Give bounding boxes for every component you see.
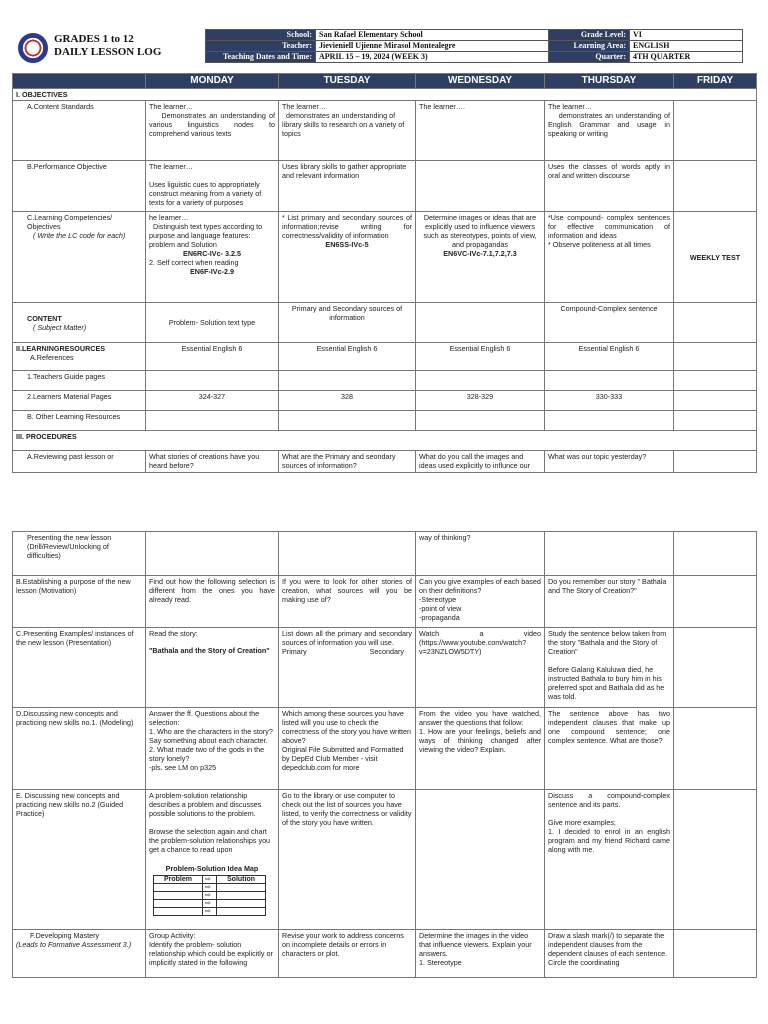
- cell-friday: [674, 411, 757, 431]
- day-header-row: [13, 74, 757, 89]
- cell-friday-weekly-test: WEEKLY TEST: [674, 212, 757, 303]
- cell-friday: [674, 391, 757, 411]
- cell-thursday: Draw a slash mark(/) to separate the independent clauses from the dependent clauses of each sentence. Circle the coordinating: [545, 930, 674, 978]
- quarter-value: 4TH QUARTER: [630, 52, 743, 63]
- cell-wednesday: [416, 790, 545, 930]
- row-label: Presenting the new lesson (Drill/Review/Unlocking of difficulties): [13, 532, 146, 576]
- cell-thursday: *Use compound- complex sentences for effective communication of information and ideas * Observe politeness at all times: [545, 212, 674, 303]
- table-row: [13, 343, 757, 371]
- mastery-label: F.Developing Mastery: [30, 931, 100, 940]
- cell-monday: Find out how the following selection is different from the ones you have already read.: [146, 576, 279, 628]
- school-value: San Rafael Elementary School: [316, 30, 549, 41]
- cell-thursday: 330-333: [545, 391, 674, 411]
- cell-wednesday: way of thinking?: [416, 532, 545, 576]
- cell-friday: [674, 371, 757, 391]
- table-row: [13, 101, 757, 161]
- cell-friday: [674, 930, 757, 978]
- cell-thursday: Essential English 6: [545, 343, 674, 371]
- table-row: [13, 391, 757, 411]
- cell-thursday: Uses the classes of words aptly in oral and written discourse: [545, 161, 674, 212]
- cell-wednesday: [416, 411, 545, 431]
- cell-monday: [146, 212, 279, 303]
- school-info-table: [205, 29, 743, 63]
- section-resources: II.LEARNINGRESOURCES: [16, 344, 106, 353]
- content-label: CONTENT: [27, 313, 62, 323]
- cell-tuesday: [279, 212, 416, 303]
- dates-label: Teaching Dates and Time:: [206, 52, 316, 63]
- cell-wednesday: [416, 303, 545, 343]
- idea-map-title: Problem-Solution Idea Map: [165, 864, 259, 873]
- cell-monday: Problem- Solution text type: [146, 303, 279, 343]
- cell-thursday: The learner… demonstrates an understanding of English Grammar and usage in speaking or writing: [545, 101, 674, 161]
- idea-map-cell: [217, 908, 266, 916]
- learning-area-label: Learning Area:: [549, 41, 630, 52]
- school-label: School:: [206, 30, 316, 41]
- row-label: A.Reviewing past lesson or: [13, 451, 146, 473]
- title-line-1: GRADES 1 to 12: [54, 33, 134, 45]
- cell-tuesday: [279, 628, 416, 708]
- cell-friday: [674, 303, 757, 343]
- cell-tuesday: 328: [279, 391, 416, 411]
- cell-friday: [674, 628, 757, 708]
- arrow-right-icon: ⇨: [203, 892, 217, 900]
- idea-map-cell: [217, 884, 266, 892]
- examples-text: List down all the primary and secondary sources of information you will use.: [282, 629, 412, 647]
- cell-wednesday: Essential English 6: [416, 343, 545, 371]
- row-label: 1.Teachers Guide pages: [13, 371, 146, 391]
- table-row: [13, 411, 757, 431]
- day-tuesday: TUESDAY: [279, 74, 416, 89]
- row-label: B.Establishing a purpose of the new lesson (Motivation): [13, 576, 146, 628]
- idea-map-table: [153, 875, 266, 916]
- row-label: [13, 930, 146, 978]
- lc-code: EN6VC-IVc-7.1,7.2,7.3: [443, 249, 517, 258]
- table-row: [13, 532, 757, 576]
- table-row: [13, 371, 757, 391]
- cell-thursday: [545, 532, 674, 576]
- row-label: [13, 303, 146, 343]
- cell-monday: Group Activity: Identify the problem- solution relationship which could be explicitly or implicitly stated in the following: [146, 930, 279, 978]
- cell-wednesday: 328-329: [416, 391, 545, 411]
- lesson-grid-page-2: [12, 531, 757, 978]
- idea-map-problem-header: Problem: [154, 876, 203, 884]
- examples-intro: Read the story:: [149, 629, 198, 638]
- cell-wednesday: Can you give examples of each based on their definitions? -Stereotype -point of view -propaganda: [416, 576, 545, 628]
- cell-wednesday: What do you call the images and ideas used explicitly to influnce our: [416, 451, 545, 473]
- cell-monday: The learner… Uses liguistic cues to appropriately construct meaning from a variety of texts for a variety of purposes: [146, 161, 279, 212]
- cell-friday: [674, 451, 757, 473]
- lc-code: EN6SS-IVc-5: [325, 240, 369, 249]
- cell-monday: What stories of creations have you heard before?: [146, 451, 279, 473]
- row-label: B. Other Learning Resources: [13, 411, 146, 431]
- row-label: B.Performance Objective: [13, 161, 146, 212]
- primary-label: Primary: [282, 647, 307, 656]
- section-row: [13, 431, 757, 451]
- content-note: ( Subject Matter): [33, 322, 87, 332]
- table-row: [13, 576, 757, 628]
- arrow-right-icon: ⇨: [203, 876, 217, 884]
- cell-thursday: [545, 411, 674, 431]
- cell-wednesday: [416, 161, 545, 212]
- lesson-grid-page-1: [12, 73, 757, 473]
- cell-monday: [146, 628, 279, 708]
- day-thursday: THURSDAY: [545, 74, 674, 89]
- table-row: [13, 161, 757, 212]
- table-row: [13, 628, 757, 708]
- cell-friday: [674, 343, 757, 371]
- dates-value: APRIL 15 – 19, 2024 (WEEK 3): [316, 52, 549, 63]
- competency-text: * List primary and secondary sources of information;revise writing for correctness/validity of information: [282, 213, 412, 240]
- idea-map-cell: [154, 884, 203, 892]
- cell-tuesday: Uses library skills to gather appropriate and relevant information: [279, 161, 416, 212]
- table-row: [13, 790, 757, 930]
- mastery-note: (Leads to Formative Assessment 3.): [16, 940, 132, 949]
- arrow-right-icon: ⇨: [203, 900, 217, 908]
- cell-wednesday: From the video you have watched, answer the questions that follow: 1. How are your feelings, beliefs and ways of thinking changed after viewing the video? Explain.: [416, 708, 545, 790]
- idea-map-cell: [154, 908, 203, 916]
- cell-friday: [674, 101, 757, 161]
- table-row: [13, 303, 757, 343]
- cell-tuesday: Primary and Secondary sources of information: [279, 303, 416, 343]
- cell-friday: [674, 576, 757, 628]
- lc-code-2: EN6F-IVc-2.9: [190, 267, 234, 276]
- cell-monday: Answer the ff. Questions about the selection: 1. Who are the characters in the story? Say something about each character. 2. What made two of the gods in the story lonely? -pls. see LM on p325: [146, 708, 279, 790]
- references-label: A.References: [30, 353, 74, 362]
- day-friday: FRIDAY: [674, 74, 757, 89]
- cell-monday: [146, 790, 279, 930]
- row-label: D.Discussing new concepts and practicing new skills no.1. (Modeling): [13, 708, 146, 790]
- competency-text: he learner… Distinguish text types according to purpose and language features: problem and Solution: [149, 213, 263, 249]
- table-row: [13, 212, 757, 303]
- idea-map-cell: [154, 900, 203, 908]
- cell-thursday: Study the sentence below taken from the story "Bathala and the Story of Creation" Before Galang Kaluluwa died, he instructed Bathala to bury him in his preferred spot and Bathala did as he was told.: [545, 628, 674, 708]
- idea-map-cell: [154, 892, 203, 900]
- cell-tuesday: [279, 532, 416, 576]
- cell-wednesday: The learner….: [416, 101, 545, 161]
- day-header-blank: [13, 74, 146, 89]
- arrow-right-icon: ⇨: [203, 908, 217, 916]
- quarter-label: Quarter:: [549, 52, 630, 63]
- cell-thursday: The sentence above has two independent clauses that make up one compound sentence; one complex sentence. What are those?: [545, 708, 674, 790]
- cell-thursday: Compound-Complex sentence: [545, 303, 674, 343]
- teacher-value: Jievieniell Ujienne Mirasol Montealegre: [316, 41, 549, 52]
- cell-monday: [146, 411, 279, 431]
- day-monday: MONDAY: [146, 74, 279, 89]
- cell-friday: [674, 708, 757, 790]
- cell-thursday: Discuss a compound-complex sentence and its parts. Give more examples; 1. I decided to enrol in an english program and my friend Richard came along with me.: [545, 790, 674, 930]
- arrow-right-icon: ⇨: [203, 884, 217, 892]
- row-label: 2.Learners Material Pages: [13, 391, 146, 411]
- table-row: [13, 930, 757, 978]
- row-label: A.Content Standards: [13, 101, 146, 161]
- section-procedures: III. PROCEDURES: [13, 431, 757, 451]
- cell-thursday: Do you remember our story " Bathala and The Story of Creation?": [545, 576, 674, 628]
- competency-text: Determine images or ideas that are explicitly used to influence viewers such as stereotypes, points of view, and propagandas: [423, 213, 537, 249]
- competency-text-2: 2. Self correct when reading: [149, 258, 239, 267]
- cell-tuesday: Which among these sources you have listed will you use to check the correctness of the story you have written above? Original File Submitted and Formatted by DepEd Club Member - visit depedclub.com for more: [279, 708, 416, 790]
- cell-monday: [146, 532, 279, 576]
- day-wednesday: WEDNESDAY: [416, 74, 545, 89]
- cell-friday: [674, 532, 757, 576]
- secondary-label: Secondary: [369, 647, 404, 656]
- competencies-label: C.Learning Competencies/ Objectives: [27, 213, 113, 231]
- cell-thursday: [545, 371, 674, 391]
- row-label: [13, 212, 146, 303]
- cell-tuesday: [279, 371, 416, 391]
- cell-wednesday: Determine the images in the video that influence viewers. Explain your answers. 1. Stereotype: [416, 930, 545, 978]
- cell-monday: [146, 371, 279, 391]
- section-objectives: I. OBJECTIVES: [13, 89, 757, 101]
- cell-tuesday: Essential English 6: [279, 343, 416, 371]
- guided-text: A problem-solution relationship describes a problem and discusses possible solutions to the problem. Browse the selection again and chart the problem-solution relationships you get a chance to read upon: [149, 791, 271, 854]
- row-label: C.Presenting Examples/ instances of the new lesson (Presentation): [13, 628, 146, 708]
- lesson-log-header: [12, 29, 756, 67]
- teacher-label: Teacher:: [206, 41, 316, 52]
- grade-level-label: Grade Level:: [549, 30, 630, 41]
- table-row: [13, 451, 757, 473]
- idea-map-solution-header: Solution: [217, 876, 266, 884]
- cell-monday: Essential English 6: [146, 343, 279, 371]
- grade-level-value: VI: [630, 30, 743, 41]
- row-label: E. Discussing new concepts and practicing new skills no.2 (Guided Practice): [13, 790, 146, 930]
- cell-monday: 324-327: [146, 391, 279, 411]
- cell-wednesday: Watch a video (https://www.youtube.com/watch?v=23NZLOW5DTY): [416, 628, 545, 708]
- cell-friday: [674, 790, 757, 930]
- lc-code: EN6RC-IVc- 3.2.5: [183, 249, 241, 258]
- cell-thursday: What was our topic yesterday?: [545, 451, 674, 473]
- learning-area-value: ENGLISH: [630, 41, 743, 52]
- row-label: [13, 343, 146, 371]
- cell-wednesday: [416, 371, 545, 391]
- cell-tuesday: What are the Primary and seondary sources of information?: [279, 451, 416, 473]
- idea-map-cell: [217, 900, 266, 908]
- log-title: [54, 33, 161, 59]
- section-row: [13, 89, 757, 101]
- cell-friday: [674, 161, 757, 212]
- cell-wednesday: [416, 212, 545, 303]
- cell-monday: The learner… Demonstrates an understanding of various linguistics nodes to comprehend various texts: [146, 101, 279, 161]
- deped-seal-icon: [18, 33, 48, 63]
- idea-map-cell: [217, 892, 266, 900]
- cell-tuesday: If you were to look for other stories of creation, what sources will you be making use of?: [279, 576, 416, 628]
- table-row: [13, 708, 757, 790]
- cell-tuesday: Go to the library or use computer to check out the list of sources you have listed, to verify the correctness or validity of the story you have written.: [279, 790, 416, 930]
- competencies-note: ( Write the LC code for each): [33, 231, 126, 240]
- cell-tuesday: Revise your work to address concerns on incomplete details or errors in characters or plot.: [279, 930, 416, 978]
- cell-tuesday: [279, 411, 416, 431]
- cell-tuesday: The learner… demonstrates an understanding of library skills to research on a variety of topics: [279, 101, 416, 161]
- title-line-2: DAILY LESSON LOG: [54, 46, 162, 58]
- story-title: "Bathala and the Story of Creation": [149, 646, 270, 655]
